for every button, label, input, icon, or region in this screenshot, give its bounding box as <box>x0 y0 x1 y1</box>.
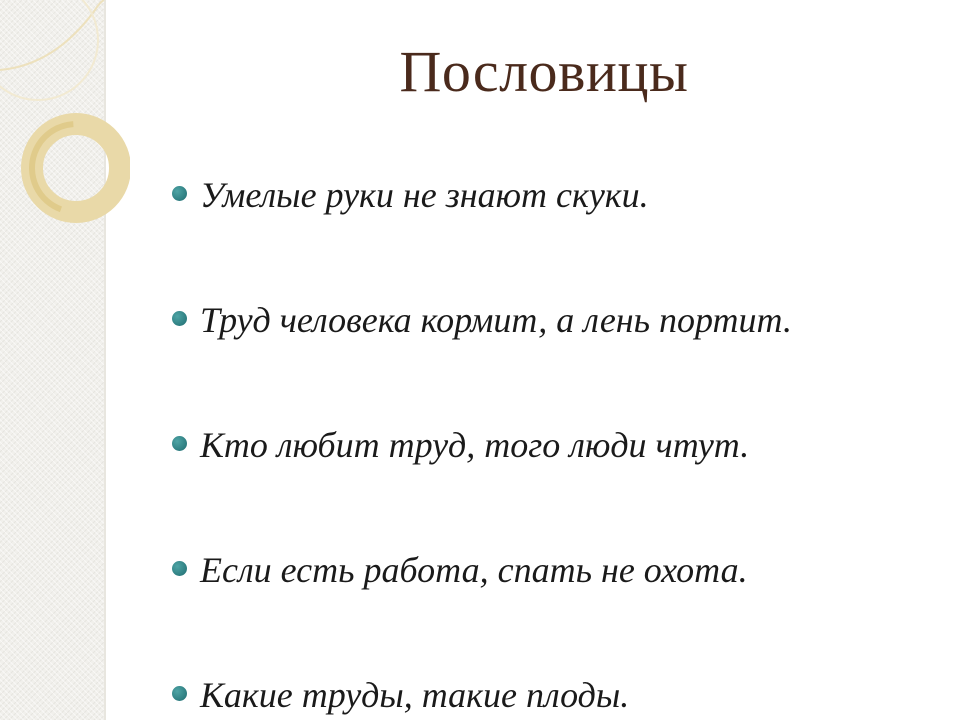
teal-dot-bullet-icon <box>172 561 187 576</box>
proverb-text: Кто любит труд, того люди чтут. <box>200 425 750 465</box>
teal-dot-bullet-icon <box>172 186 187 201</box>
proverb-text: Умелые руки не знают скуки. <box>200 175 649 215</box>
page-title: Пословицы <box>399 39 689 104</box>
teal-dot-bullet-icon <box>172 311 187 326</box>
list-item <box>172 550 748 590</box>
list-item <box>172 675 629 715</box>
teal-dot-bullet-icon <box>172 686 187 701</box>
proverb-text: Труд человека кормит, а лень портит. <box>200 300 792 340</box>
teal-dot-bullet-icon <box>172 436 187 451</box>
list-item <box>172 425 749 465</box>
list-item <box>172 175 649 215</box>
proverb-text: Если есть работа, спать не охота. <box>200 550 748 590</box>
proverb-text: Какие труды, такие плоды. <box>200 675 630 715</box>
list-item <box>172 300 792 340</box>
gold-ring-decoration <box>0 0 130 240</box>
